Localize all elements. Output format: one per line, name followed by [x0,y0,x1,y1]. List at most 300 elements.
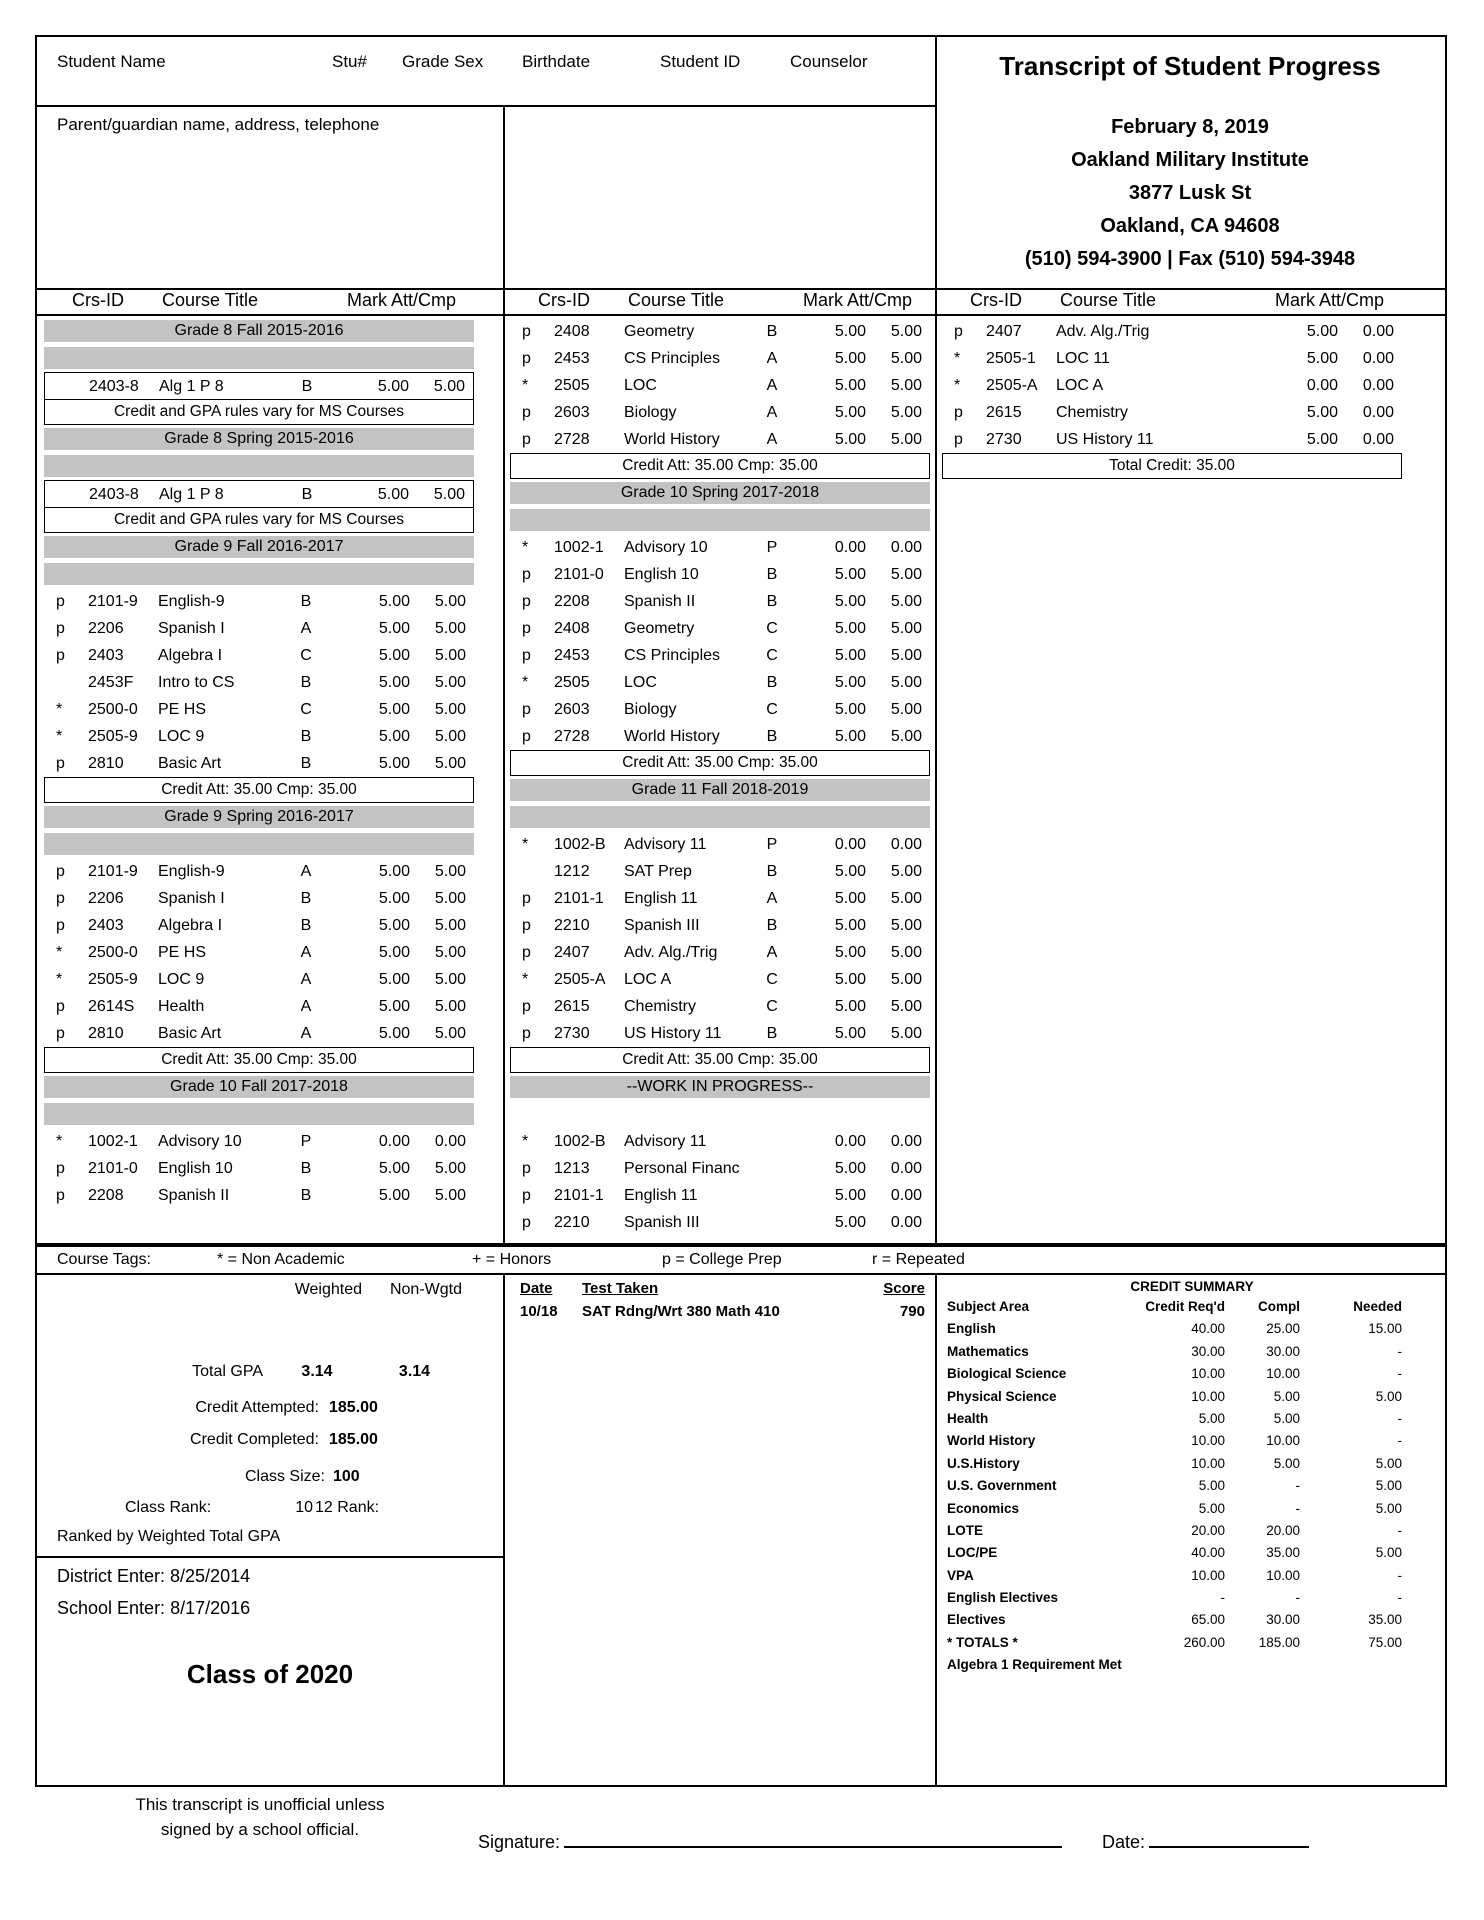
course-mark: C [300,701,312,718]
credit-needed: 5.00 [1375,1455,1402,1471]
credit-summary-header-row [937,1296,1447,1318]
course-id: 2505-A [554,971,606,988]
course-title: Advisory 10 [624,539,708,556]
course-id: 2603 [554,701,590,718]
crs-id-header: Crs-ID [970,290,1022,310]
credit-required: 30.00 [1191,1343,1225,1359]
course-row [942,372,1402,399]
course-title: Basic Art [158,1025,222,1042]
course-tag: p [522,1025,531,1042]
credit-needed: - [1397,1590,1402,1606]
course-cmp: 5.00 [890,404,922,421]
course-tag: p [56,647,65,664]
course-title: Health [158,998,205,1015]
course-mark: A [300,620,312,637]
subject-area: VPA [947,1567,974,1583]
course-id: 2208 [88,1187,124,1204]
course-mark: A [766,431,778,448]
section-gap-row [44,345,474,372]
credit-required: 40.00 [1191,1321,1225,1337]
course-id: 2730 [986,431,1022,448]
course-title: LOC 9 [158,971,205,988]
course-att: 5.00 [378,701,410,718]
course-row [510,534,930,561]
course-id: 2453 [554,647,590,664]
course-tag: p [522,404,531,421]
course-column-3 [942,318,1402,480]
blank-row [510,1101,930,1128]
course-tag: p [522,1187,531,1204]
course-mark: B [766,593,778,610]
course-tag: * [522,836,529,853]
credit-completed: 30.00 [1266,1343,1300,1359]
course-id: 1212 [554,863,590,880]
course-cmp: 5.00 [434,701,466,718]
note-row [510,453,930,480]
credit-needed: 75.00 [1368,1634,1402,1650]
course-title: LOC [624,674,657,691]
course-row [44,858,474,885]
credit-required: 40.00 [1191,1545,1225,1561]
credit-reqd-header: Credit Req'd [1145,1299,1225,1314]
course-att: 5.00 [834,350,866,367]
course-row [510,966,930,993]
mark-att-cmp-header: Mark Att/Cmp [346,290,456,310]
course-att: 5.00 [378,728,410,745]
credit-needed: 35.00 [1368,1612,1402,1628]
compl-header: Compl [1258,1299,1300,1314]
course-id: 2408 [554,620,590,637]
course-title: Alg 1 P 8 [159,378,224,395]
disclaimer-line-1: This transcript is unofficial unless [135,1795,385,1814]
course-att: 5.00 [834,863,866,880]
subject-area-header: Subject Area [947,1299,1030,1314]
course-cmp: 5.00 [434,1160,466,1177]
section-row [510,1074,930,1101]
course-title: Algebra I [158,917,223,934]
course-id: 2101-9 [88,863,138,880]
course-title: Spanish II [624,593,696,610]
course-title: World History [624,431,720,448]
course-id: 2505-9 [88,728,138,745]
credit-completed: 5.00 [1273,1410,1300,1426]
subject-area: English [947,1321,996,1337]
course-tag: p [56,998,65,1015]
course-mark: A [766,377,778,394]
grade-sex-label: Grade Sex [402,52,484,71]
credit-required: 65.00 [1191,1612,1225,1628]
course-mark: B [301,486,313,503]
course-att: 5.00 [834,728,866,745]
credit-required: 5.00 [1198,1478,1225,1494]
course-tag: p [522,998,531,1015]
credit-summary-row [937,1341,1447,1363]
course-title: CS Principles [624,647,721,664]
course-cmp: 5.00 [890,350,922,367]
course-cmp: 5.00 [890,701,922,718]
note-text: Credit Att: 35.00 Cmp: 35.00 [44,1047,474,1073]
course-title: Spanish III [624,917,700,934]
course-cmp: 0.00 [1362,377,1394,394]
parent-guardian-label: Parent/guardian name, address, telephone [57,115,380,134]
credit-needed: - [1397,1343,1402,1359]
course-att: 5.00 [378,593,410,610]
course-id: 2730 [554,1025,590,1042]
credit-required: 10.00 [1191,1455,1225,1471]
note-row [510,750,930,777]
credit-required: 10.00 [1191,1366,1225,1382]
course-cmp: 5.00 [890,674,922,691]
credit-completed: 30.00 [1266,1612,1300,1628]
note-text: Total Credit: 35.00 [942,453,1402,479]
course-mark: B [300,917,312,934]
course-att: 0.00 [834,539,866,556]
course-tag: p [522,566,531,583]
credit-summary-row [937,1363,1447,1385]
course-mark: B [766,566,778,583]
course-id: 2603 [554,404,590,421]
credit-summary [937,1277,1447,1676]
header-divider [37,105,935,107]
course-att: 0.00 [834,1133,866,1150]
date-label: Date: [1102,1832,1146,1852]
course-row [44,1020,474,1047]
course-tag: * [954,350,961,367]
mark-att-cmp-header: Mark Att/Cmp [802,290,912,310]
course-tag: p [522,350,531,367]
credit-required: 5.00 [1198,1410,1225,1426]
course-title: CS Principles [624,350,721,367]
course-title: Chemistry [624,998,697,1015]
course-att: 5.00 [378,944,410,961]
course-cmp: 5.00 [890,917,922,934]
credit-attempted-label: Credit Attempted: [195,1399,319,1416]
school-enter-date: School Enter: 8/17/2016 [57,1598,251,1618]
course-cmp: 5.00 [890,1025,922,1042]
section-row [44,534,474,561]
crs-id-header: Crs-ID [538,290,590,310]
course-att: 5.00 [834,593,866,610]
course-tag: p [522,1214,531,1231]
course-att: 5.00 [1306,431,1338,448]
course-att: 5.00 [834,377,866,394]
course-title: Geometry [624,323,695,340]
course-att: 5.00 [378,998,410,1015]
course-row [44,1182,474,1209]
course-title: Spanish III [624,1214,700,1231]
course-tag: p [522,728,531,745]
course-tag: * [56,728,63,745]
test-date-value: 10/18 [520,1303,558,1320]
course-att: 0.00 [1306,377,1338,394]
course-id: 2210 [554,1214,590,1231]
course-id: 2206 [88,890,124,907]
course-id: 2453F [88,674,134,691]
credit-completed: 10.00 [1266,1433,1300,1449]
nonwgtd-column-header: Non-Wgtd [389,1281,462,1298]
note-text: Credit Att: 35.00 Cmp: 35.00 [44,777,474,803]
summary-divider-1 [503,1275,505,1785]
subject-area: LOC/PE [947,1545,998,1561]
course-cmp: 0.00 [890,1187,922,1204]
course-row [44,885,474,912]
subject-area: Electives [947,1612,1006,1628]
course-row [510,1209,930,1236]
course-att: 5.00 [834,971,866,988]
course-row [510,642,930,669]
credit-summary-row [937,1609,1447,1631]
credit-summary-row [937,1542,1447,1564]
course-mark: P [766,836,778,853]
course-att: 5.00 [834,890,866,907]
course-id: 2500-0 [88,701,138,718]
course-tag: * [56,944,63,961]
course-mark: B [766,917,778,934]
column-3-header [942,290,1402,312]
course-att: 5.00 [834,674,866,691]
mark-att-cmp-header: Mark Att/Cmp [1274,290,1384,310]
class-rank-value: 10 [295,1499,313,1516]
course-mark: A [300,998,312,1015]
course-cmp: 5.00 [434,647,466,664]
course-cmp: 5.00 [890,998,922,1015]
note-row [44,399,474,426]
course-mark: B [766,728,778,745]
course-att: 5.00 [377,486,409,503]
credit-needed: - [1397,1366,1402,1382]
course-mark: A [300,863,312,880]
section-row [44,804,474,831]
section-row [44,318,474,345]
counselor-label: Counselor [790,52,868,71]
course-mark: B [300,1160,312,1177]
credit-summary-rows [937,1318,1447,1654]
course-mark: P [300,1133,312,1150]
course-title: SAT Prep [624,863,692,880]
course-att: 5.00 [1306,404,1338,421]
section-gap-bar [510,806,930,828]
course-cmp: 0.00 [890,1214,922,1231]
credit-required: 260.00 [1183,1634,1225,1650]
subject-area: Mathematics [947,1343,1029,1359]
course-mark: C [766,620,778,637]
course-att: 5.00 [378,1160,410,1177]
course-tag: p [522,917,531,934]
course-row [510,318,930,345]
column-header-bottom-line [37,314,1445,316]
total-gpa-label: Total GPA [192,1363,263,1380]
tag-repeated: r = Repeated [872,1251,965,1268]
credit-attempted-value: 185.00 [329,1399,378,1416]
course-row [510,696,930,723]
course-title: Alg 1 P 8 [159,486,224,503]
course-tag: * [522,674,529,691]
subject-area: * TOTALS * [947,1634,1018,1650]
course-tag: * [522,1133,529,1150]
course-title: Advisory 11 [624,1133,707,1150]
course-id: 1002-1 [88,1133,138,1150]
algebra-requirement-note: Algebra 1 Requirement Met [947,1657,1122,1673]
course-row [44,966,474,993]
course-title: English 10 [624,566,699,583]
section-header: Grade 10 Spring 2017-2018 [510,482,930,504]
section-gap-bar [44,833,474,855]
signature-line [564,1830,1062,1848]
course-tag: p [56,890,65,907]
course-mark: C [766,998,778,1015]
section-gap-row [44,561,474,588]
course-cmp: 0.00 [890,836,922,853]
course-cmp: 5.00 [890,647,922,664]
course-row [510,588,930,615]
credit-completed: 20.00 [1266,1522,1300,1538]
course-row [44,1128,474,1155]
credit-required: 10.00 [1191,1567,1225,1583]
course-tag: p [954,431,963,448]
course-tag: * [56,701,63,718]
course-row [942,426,1402,453]
course-tag: p [954,323,963,340]
course-att: 5.00 [834,1160,866,1177]
stu-number-label: Stu# [332,52,367,71]
credit-needed: - [1397,1410,1402,1426]
course-id: 2101-0 [88,1160,138,1177]
class-rank-extra: 12 Rank: [315,1499,380,1516]
course-tag: * [522,539,529,556]
course-row [510,426,930,453]
course-att: 5.00 [1306,350,1338,367]
section-gap-row [44,453,474,480]
credit-completed: 35.00 [1266,1545,1300,1561]
course-att: 5.00 [834,323,866,340]
course-cmp: 5.00 [890,971,922,988]
course-row [44,912,474,939]
note-text: Credit Att: 35.00 Cmp: 35.00 [510,453,930,479]
course-title: World History [624,728,720,745]
credit-summary-row [937,1498,1447,1520]
credit-completed: 10.00 [1266,1567,1300,1583]
course-title: Spanish II [158,1187,230,1204]
course-row [44,939,474,966]
test-taken-header: Test Taken [582,1280,659,1297]
section-header: Grade 9 Fall 2016-2017 [44,536,474,558]
course-title: LOC A [624,971,672,988]
class-rank-label: Class Rank: [125,1499,212,1516]
course-id: 2615 [554,998,590,1015]
subject-area: English Electives [947,1590,1059,1606]
course-row-boxed [44,480,474,507]
course-title: US History 11 [624,1025,722,1042]
course-mark: B [300,728,312,745]
credit-needed: 5.00 [1375,1388,1402,1404]
course-mark: C [766,701,778,718]
course-att: 5.00 [834,431,866,448]
course-title: Biology [624,404,677,421]
tag-honors: + = Honors [472,1251,552,1268]
credit-completed: - [1295,1500,1300,1516]
credit-completed: 185.00 [1258,1634,1300,1650]
course-mark: B [300,593,312,610]
note-row [44,1047,474,1074]
section-row [44,1074,474,1101]
subject-area: Health [947,1410,989,1426]
student-id-label: Student ID [660,52,741,71]
section-row [510,777,930,804]
course-tag: p [522,431,531,448]
course-tag: p [522,890,531,907]
needed-header: Needed [1353,1299,1402,1314]
summary-section [35,1245,1447,1787]
course-mark: P [766,539,778,556]
course-row [44,669,474,696]
course-tag: p [522,620,531,637]
course-att: 5.00 [378,863,410,880]
course-title: LOC A [1056,377,1104,394]
tag-non-academic: * = Non Academic [217,1251,345,1268]
course-title: Algebra I [158,647,223,664]
course-row [510,993,930,1020]
weighted-column-header: Weighted [294,1281,362,1298]
credit-completed: - [1295,1590,1300,1606]
credit-summary-row [937,1520,1447,1542]
course-row [510,1182,930,1209]
school-city: Oakland, CA 94608 [1100,215,1280,237]
course-cmp: 5.00 [434,917,466,934]
course-id: 2403-8 [89,486,139,503]
course-cmp: 5.00 [890,728,922,745]
course-cmp: 5.00 [890,890,922,907]
course-tag: p [56,755,65,772]
total-gpa-nonwgtd: 3.14 [398,1363,431,1380]
course-row-boxed [44,372,474,399]
credit-summary-row [937,1565,1447,1587]
course-mark: B [301,378,313,395]
course-tag: p [56,620,65,637]
course-cmp: 5.00 [434,620,466,637]
subject-area: U.S. Government [947,1478,1057,1494]
course-title-header: Course Title [628,290,725,310]
course-id: 1002-B [554,1133,606,1150]
course-att: 5.00 [834,566,866,583]
course-mark: B [300,755,312,772]
column-2-header [510,290,930,312]
column-1-header [44,290,474,312]
course-att: 5.00 [378,647,410,664]
course-column-1 [44,318,474,1209]
course-tag: * [522,971,529,988]
credit-completed-value: 185.00 [329,1431,378,1448]
course-id: 2403 [88,917,124,934]
course-mark: A [300,944,312,961]
course-title: English 11 [624,1187,698,1204]
total-gpa-weighted: 3.14 [301,1363,333,1380]
crs-id-header: Crs-ID [72,290,124,310]
course-cmp: 5.00 [433,486,465,503]
course-att: 5.00 [378,620,410,637]
course-row [942,318,1402,345]
note-text: Credit Att: 35.00 Cmp: 35.00 [510,750,930,776]
credit-completed-label: Credit Completed: [190,1431,319,1448]
course-title: LOC 9 [158,728,205,745]
course-id: 2728 [554,431,590,448]
credit-required: - [1220,1590,1225,1606]
credit-completed: 25.00 [1266,1321,1300,1337]
note-row [44,777,474,804]
credit-required: 20.00 [1191,1522,1225,1538]
course-cmp: 5.00 [434,674,466,691]
course-mark: C [766,971,778,988]
course-row [510,723,930,750]
